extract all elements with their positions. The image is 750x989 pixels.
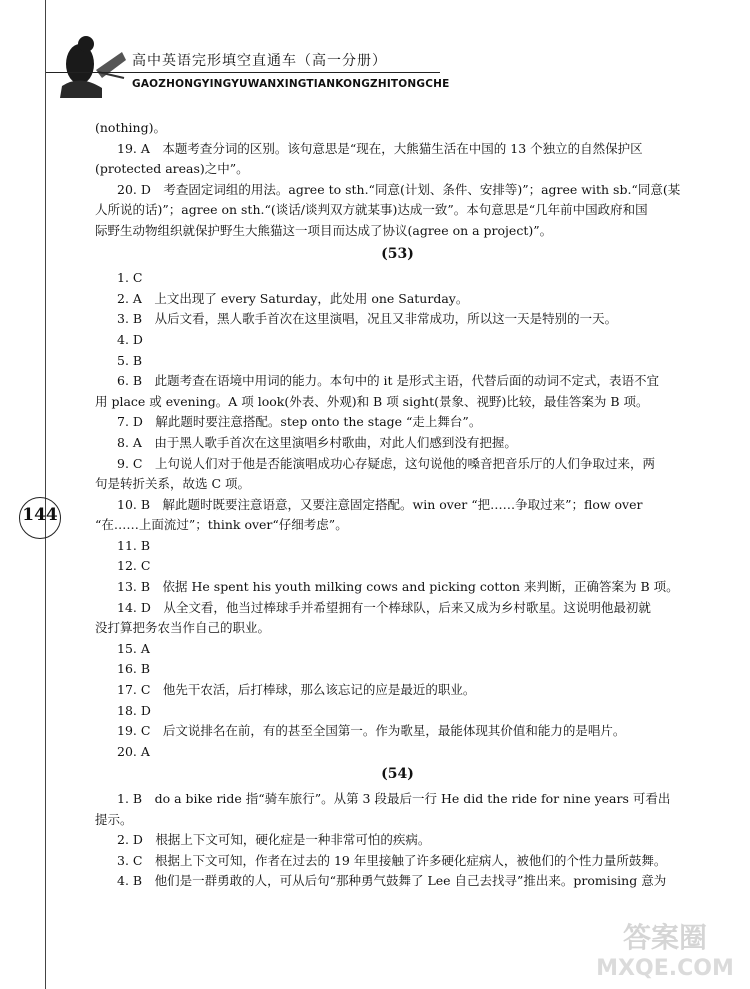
answer-line: 20. A <box>117 743 150 759</box>
reader-logo-icon <box>52 30 132 100</box>
answer-line: 12. C <box>117 558 151 574</box>
answer-line: 3. C 根据上下文可知，作者在过去的 19 年里接触了许多硬化症病人，被他们的个性力量所鼓舞。 <box>117 852 667 868</box>
answer-line: 14. D 从全文看，他当过棒球手并希望拥有一个棒球队，后来又成为乡村歌星。这说明他最初就 <box>117 599 651 615</box>
answer-content <box>95 118 700 892</box>
page-header <box>0 0 750 110</box>
answer-line: (nothing)。 <box>95 120 166 135</box>
answer-line: 8. A 由于黑人歌手首次在这里演唱乡村歌曲，对此人们感到没有把握。 <box>117 434 517 450</box>
answer-line: 18. D <box>117 702 151 718</box>
answer-line: 2. A 上文出现了 every Saturday，此处用 one Saturday。 <box>117 290 469 306</box>
answer-line: 20. D 考查固定词组的用法。agree to sth.“同意(计划、条件、安排等)”；agree with sb.“同意(某 <box>117 181 681 197</box>
answer-line: 3. B 从后文看，黑人歌手首次在这里演唱，况且又非常成功，所以这一天是特别的一天。 <box>117 311 618 327</box>
answer-line: 人所说的话)”；agree on sth.“(谈话/谈判双方就某事)达成一致”。本句意思是“几年前中国政府和国 <box>95 202 648 218</box>
answer-line: 2. D 根据上下文可知，硬化症是一种非常可怕的疾病。 <box>117 832 431 848</box>
answer-line: 11. B <box>117 537 151 553</box>
answer-line: 用 place 或 evening。A 项 look(外表、外观)和 B 项 sight(景象、视野)比较，最佳答案为 B 项。 <box>95 393 649 409</box>
answer-line: 际野生动物组织就保护野生大熊猫这一项目而达成了协议(agree on a project)”。 <box>95 222 553 238</box>
answer-line: 6. B 此题考查在语境中用词的能力。本句中的 it 是形式主语，代替后面的动词不定式，表语不宜 <box>117 373 660 389</box>
watermark-logo <box>590 913 740 983</box>
answer-line: 17. C 他先干农活，后打棒球，那么该忘记的应是最近的职业。 <box>117 682 476 698</box>
answer-line: 15. A <box>117 640 150 656</box>
answer-line: 13. B 依据 He spent his youth milking cows and picking cotton 来判断，正确答案为 B 项。 <box>117 579 679 595</box>
page-number: 144 <box>22 505 58 525</box>
answer-line: 5. B <box>117 352 143 368</box>
answer-line: 19. C 后文说排名在前，有的甚至全国第一。作为歌星，最能体现其价值和能力的是唱片。 <box>117 723 626 739</box>
book-subtitle: GAOZHONGYINGYUWANXINGTIANKONGZHITONGCHE <box>132 78 450 90</box>
answer-line: 4. D <box>117 331 143 347</box>
margin-line <box>45 0 46 989</box>
answer-line: 1. C <box>117 270 143 286</box>
answer-line: 9. C 上句说人们对于他是否能演唱成功心存疑虑，这句说他的嗓音把音乐厅的人们争取过来，两 <box>117 455 655 471</box>
answer-line: 没打算把务农当作自己的职业。 <box>95 620 271 636</box>
answer-line: 7. D 解此题时要注意搭配。step onto the stage “走上舞台”。 <box>117 414 482 430</box>
answer-line: 1. B do a bike ride 指“骑车旅行”。从第 3 段最后一行 He did the ride for nine years 可看出 <box>117 791 671 806</box>
watermark-bottom: MXQE.COM <box>596 956 734 981</box>
answer-line: 19. A 本题考查分词的区别。该句意思是“现在，大熊猫生活在中国的 13 个独立的自然保护区 <box>117 140 643 156</box>
book-title: 高中英语完形填空直通车（高一分册） <box>132 53 387 69</box>
answer-line: 句是转折关系，故选 C 项。 <box>95 476 251 492</box>
answer-line: 16. B <box>117 661 151 677</box>
section-heading: (53) <box>381 245 414 262</box>
answer-line: “在……上面流过”；think over“仔细考虑”。 <box>95 517 348 533</box>
section-heading: (54) <box>381 766 414 783</box>
answer-line: 10. B 解此题时既要注意语意，又要注意固定搭配。win over “把……争取过来”；flow over <box>117 496 643 512</box>
answer-line: 提示。 <box>95 811 133 827</box>
answer-line: (protected areas)之中”。 <box>95 161 249 177</box>
header-divider <box>45 72 440 73</box>
watermark-top: 答案圈 <box>622 921 708 954</box>
answer-line: 4. B 他们是一群勇敢的人，可从后句“那种勇气鼓舞了 Lee 自己去找寻”推出来。promising 意为 <box>117 873 667 889</box>
